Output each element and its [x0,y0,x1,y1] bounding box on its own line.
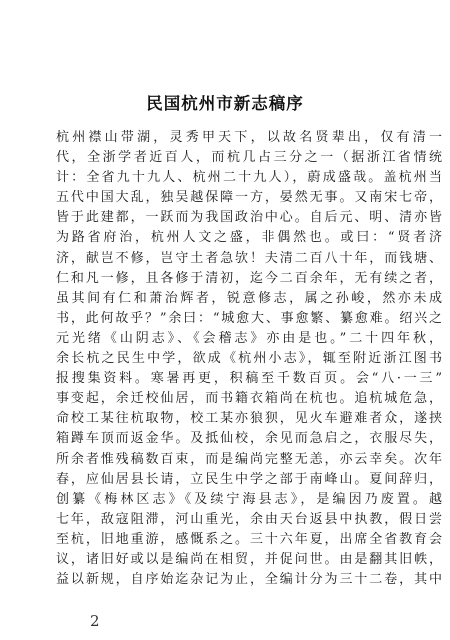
text-line: 春，应仙居县长请，立民生中学之部于南峰山。夏间辞归， [56,471,442,487]
text-line: 书，此何故乎？”余曰：“城愈大、事愈繁、纂愈难。绍兴之 [56,310,442,326]
text-line: 虽其间有仁和萧治辉者，锐意修志，属之孙峻，然亦未成 [56,290,442,306]
text-line: 益以新规，自序始迄杂记为止，全编计分为三十二卷，其中 [56,572,442,588]
body-text [56,128,442,590]
text-line: 箱蹲车顶而返金华。及抵仙校，余见而急启之，衣服尽失， [56,431,442,447]
text-line: 五代中国大乱，独吴越保障一方，晏然无事。又南宋七帝， [56,190,442,206]
text-line: 命校工某往杭取物，校工某亦狼狈，见火车避难者众，遂挟 [56,411,442,427]
text-line: 报搜集资料。寒暑再更，积稿至千数百页。会“八·一三” [56,371,442,387]
text-line: 创纂《梅林区志》《及续宁海县志》，是编因乃废置。越 [56,491,442,507]
text-line: 元光绪《山阴志》、《会稽志》亦由是也。”二十四年秋， [56,330,442,346]
text-line: 为路省府治，杭州人文之盛，非偶然也。或曰：“贤者济 [56,230,442,246]
text-line: 余长杭之民生中学，欲成《杭州小志》，辄至附近浙江图书 [56,351,442,367]
text-line: 济，献岂不修，岂守土者急欤！夫清二百八十年，而钱塘、 [56,250,442,266]
text-line: 至杭，旧地重游，感慨系之。三十六年夏，出席全省教育会 [56,531,442,547]
text-line: 事变起，余迁校仙居，而书籍衣箱尚在杭也。追杭城危急， [56,391,442,407]
text-line: 七年，敌寇阻滞，河山重光，余由天台返县中执教，假日尝 [56,511,442,527]
text-line: 仁和凡一修，且各修于清初，迄今二百余年，无有续之者， [56,270,442,286]
text-line: 杭州襟山带湖，灵秀甲天下，以故名贤辈出，仅有清一 [56,130,442,145]
text-line: 计：全省九十九人、杭州二十九人），蔚成盛哉。盖杭州当 [56,170,442,186]
text-line: 所余者惟残稿数百束，而是编尚完整无恙，亦云幸矣。次年 [56,451,442,467]
page-title: 民国杭州市新志稿序 [146,94,304,113]
page-number: 2 [90,612,100,630]
text-line: 代，全浙学者近百人，而杭几占三分之一（据浙江省情统 [56,150,442,166]
text-line: 议，诸旧好或以是编尚在相贸，并促问世。由是翻其旧帙， [56,551,442,567]
text-line: 皆于此建都，一跃而为我国政治中心。自后元、明、清亦皆 [56,210,442,226]
